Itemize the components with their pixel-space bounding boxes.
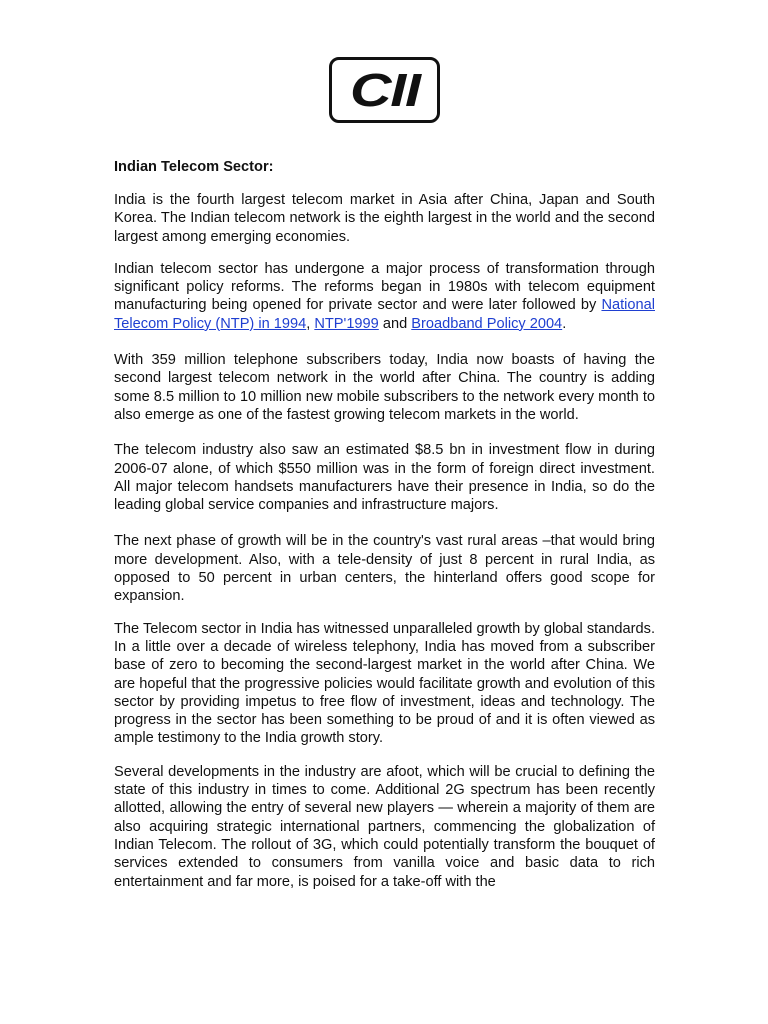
paragraph-subscribers: With 359 million telephone subscribers today, India now boasts of having the second largest telecom network in the world after China. The country is adding some 8.5 million to 10 million new mobile subscribers to the network every month to also emerge as one of the fastest growing telecom markets in the world. xyxy=(114,352,655,423)
policy-separator-2: and xyxy=(378,315,412,332)
paragraph-market-rank: India is the fourth largest telecom market in Asia after China, Japan and South Korea. The Indian telecom network is the eighth largest in the world and the second largest among emerging economies. xyxy=(114,192,655,245)
section-heading: Indian Telecom Sector: xyxy=(114,159,274,175)
paragraph-rural-growth: The next phase of growth will be in the country's vast rural areas –that would bring more development. Also, with a tele-density of just 8 percent in rural India, as opposed to 50 percent in urban centers, the hinterland offers good scope for expansion. xyxy=(114,533,655,605)
policy-text-after: . xyxy=(562,315,567,332)
link-ntp-1999[interactable]: NTP'1999 xyxy=(314,315,379,332)
link-ntp-1994[interactable]: National Telecom Policy (NTP) in 1994 xyxy=(114,297,655,332)
policy-text-before: Indian telecom sector has undergone a major process of transformation through significant policy reforms. The reforms began in 1980s with telecom equipment manufacturing being opened for private sector and were later followed by xyxy=(114,260,655,314)
cii-logo xyxy=(329,57,440,123)
link-broadband-policy-2004[interactable]: Broadband Policy 2004 xyxy=(411,315,563,332)
paragraph-developments: Several developments in the industry are afoot, which will be crucial to defining the state of this industry in times to come. Additional 2G spectrum has been recently allotted, allowing the entry of several new players — wherein a majority of them are also acquiring strategic international partners, commencing the globalization of Indian Telecom. The rollout of 3G, which could potentially transform the bouquet of services extended to consumers from vanilla voice and basic data to rich entertainment and far more, is poised for a take-off with the xyxy=(114,763,655,890)
paragraph-investment: The telecom industry also saw an estimated $8.5 bn in investment flow in during 2006-07 alone, of which $550 million was in the form of foreign direct investment. All major telecom handsets manufacturers have their presence in India, so do the leading global service companies and infrastructure majors. xyxy=(114,442,655,514)
paragraph-policy-reforms xyxy=(114,260,655,333)
document-body xyxy=(114,158,655,891)
cii-logo-text: CII xyxy=(349,64,420,116)
paragraph-growth-story: The Telecom sector in India has witnessed unparalleled growth by global standards. In a little over a decade of wireless telephony, India has moved from a subscriber base of zero to becoming the second-largest market in the world after China. We are hopeful that the progressive policies would facilitate growth and evolution of this sector by providing impetus to free flow of investment, ideas and technology. The progress in the sector has been something to be proud of and it is often viewed as ample testimony to the India growth story. xyxy=(114,620,655,747)
policy-separator-1: , xyxy=(306,315,315,332)
